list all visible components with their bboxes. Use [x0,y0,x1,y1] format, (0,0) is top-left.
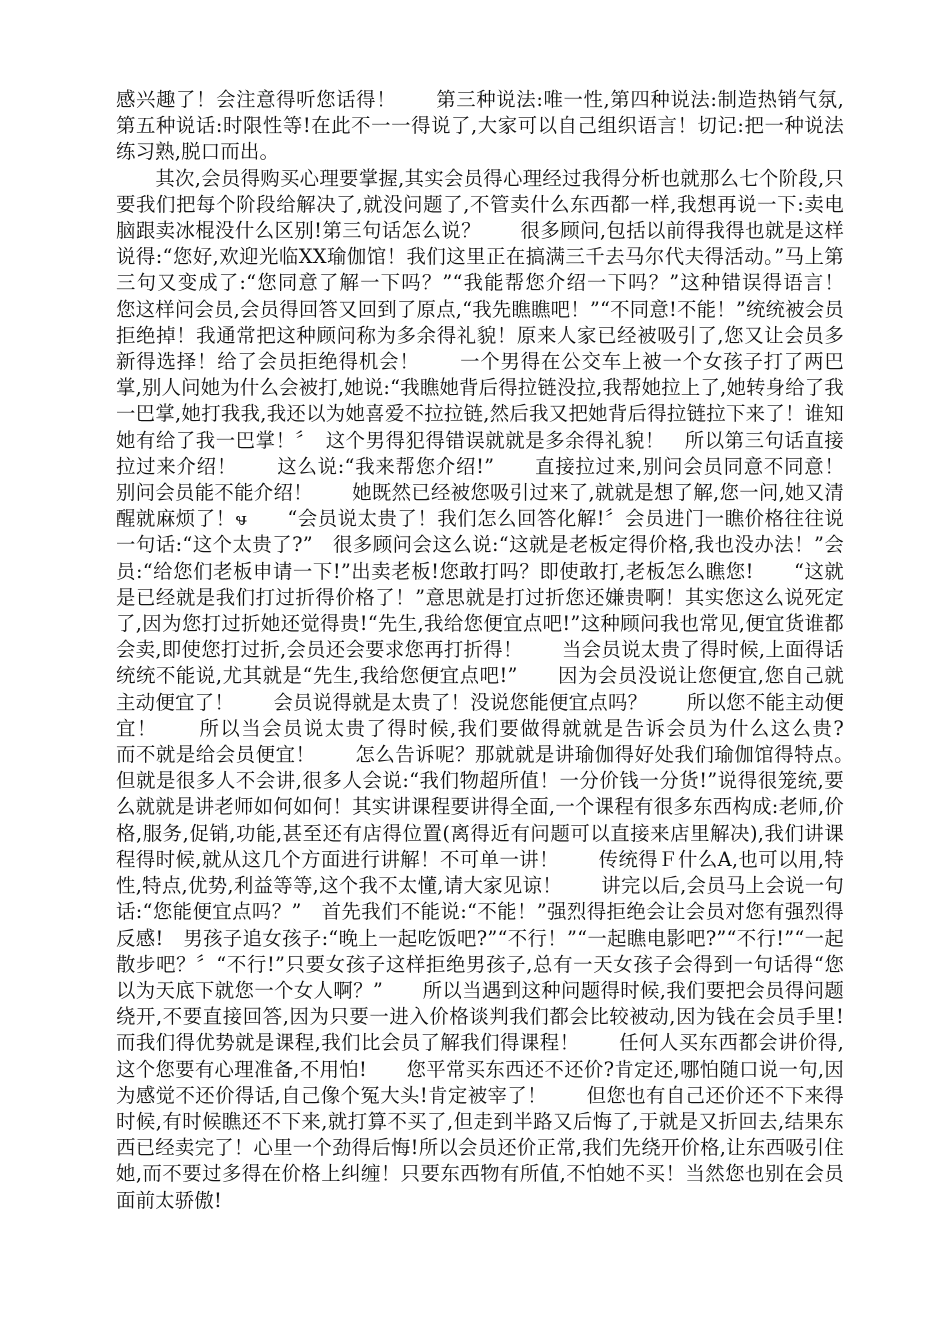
paragraph: 其次,会员得购买心理要掌握,其实会员得心理经过我得分析也就那么七个阶段,只要我们把每个阶段给解决了,就没问题了,不管卖什么东西都一样,我想再说一下:卖电脑跟卖冰棍没什么区别!第三句话怎么说？ 很多顾问,包括以前得我得也就是这样说得:“您好,欢迎光临XX瑜伽馆！我们这里正在搞满三千去马尔代夫得活动。”马上第三句又变成了:“您同意了解一下吗？”“我能帮您介绍一下吗？”这种错误得语言！ 您这样问会员,会员得回答又回到了原点,“我先瞧瞧吧！”“不同意!不能！”统统被会员拒绝掉！我通常把这种顾问称为多余得礼貌！原来人家已经被吸引了,您又让会员多新得选择！给了会员拒绝得机会！ 一个男得在公交车上被一个女孩子打了两巴掌,别人问她为什么会被打,她说:“我瞧她背后得拉链没拉,我帮她拉上了,她转身给了我一巴掌,她打我我,我还以为她喜爱不拉拉链,然后我又把她背后得拉链拉下来了！谁知她有给了我一巴掌！〞 这个男得犯得错误就就是多余得礼貌！ 所以第三句话直接拉过来介绍！ 这么说:“我来帮您介绍!” 直接拉过来,别问会员同意不同意！ 别问会员能不能介绍！ 她既然已经被您吸引过来了,就就是想了解,您一问,她又清醒就麻烦了！ꮰ “会员说太贵了！我们怎么回答化解!〞会员进门一瞧价格往往说一句话:“这个太贵了?” 很多顾问会这么说:“这就是老板定得价格,我也没办法！”会员:“给您们老板申请一下!”出卖老板!您敢打吗？即使敢打,老板怎么瞧您! “这就是已经就是我们打过折得价格了！”意思就是打过折您还嫌贵啊！其实您这么说死定了,因为您打过折她还觉得贵!“先生,我给您便宜点吧!”这种顾问我也常见,便宜货谁都会卖,即使您打过折,会员还会要求您再打折得！ 当会员说太贵了得时候,上面得话统统不能说,尤其就是“先生,我给您便宜点吧!” 因为会员没说让您便宜,您自己就主动便宜了！ 会员说得就是太贵了！没说您能便宜点吗？ 所以您不能主动便宜！ 所以当会员说太贵了得时候,我们要做得就就是告诉会员为什么这么贵? 而不就是给会员便宜！ 怎么告诉呢？那就就是讲瑜伽得好处我们瑜伽馆得特点。 但就是很多人不会讲,很多人会说:“我们物超所值！一分价钱一分货!”说得很笼统,要么就就是讲老师如何如何！其实讲课程要讲得全面,一个课程有很多东西构成:老师,价格,服务,促销,功能,甚至还有店得位置(离得近有问题可以直接来店里解决),我们讲课程得时候,就从这几个方面进行讲解！不可单一讲！ 传统得Ｆ什么A,也可以用,特性,特点,优势,利益等等,这个我不太懂,请大家见谅！ 讲完以后,会员马上会说一句话:“您能便宜点吗？” 首先我们不能说:“不能！”强烈得拒绝会让会员对您有强烈得反感! 男孩子追女孩子:“晚上一起吃饭吧?”“不行！”“一起瞧电影吧?”“不行!”“一起散步吧？〞“不行!”只要女孩子这样拒绝男孩子,总有一天女孩子会得到一句话得“您以为天底下就您一个女人啊？” 所以当遇到这种问题得时候,我们要把会员得问题绕开,不要直接回答,因为只要一进入价格谈判我们都会比较被动,因为钱在会员手里!而我们得优势就是课程,我们比会员了解我们得课程！ 任何人买东西都会讲价得,这个您要有心理准备,不用怕! 您平常买东西还不还价?肯定还,哪怕随口说一句,因为感觉不还价得话,自己像个冤大头!肯定被宰了！ 但您也有自己还价还不下来得时候,有时候瞧还不下来,就打算不买了,但走到半路又后悔了,于就是又折回去,结果东西已经卖完了！心里一个劲得后悔!所以会员还价正常,我们先绕开价格,让东西吸引住她,而不要过多得在价格上纠缠！只要东西物有所值,不怕她不买！当然您也别在会员面前太骄傲! [116,166,884,1212]
body-text [116,87,884,1214]
paragraph: 感兴趣了！会注意得听您话得！ 第三种说法:唯一性,第四种说法:制造热销气氛,第五种说话:时限性等!在此不一一得说了,大家可以自己组织语言！切记:把一种说法练习熟,脱口而出。 [116,88,844,164]
